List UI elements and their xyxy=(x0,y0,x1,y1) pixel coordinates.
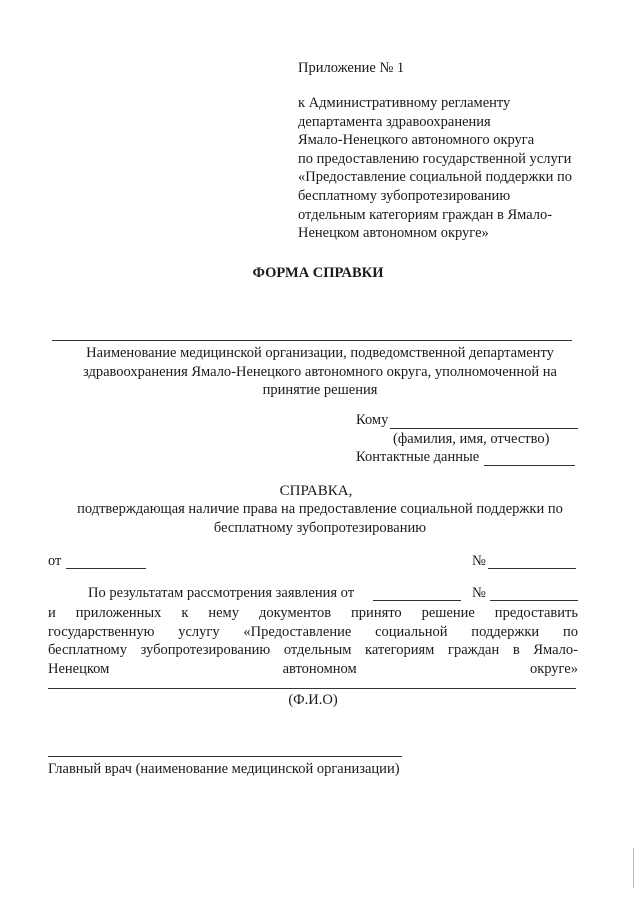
org-caption-line: здравоохранения Ямало-Ненецкого автономного округа, уполномоченной на xyxy=(83,363,557,380)
date-from-label: от xyxy=(48,553,62,569)
annex-line: департамента здравоохранения xyxy=(298,113,491,130)
doc-number-line xyxy=(488,568,576,569)
org-caption-line: Наименование медицинской организации, подведомственной департаменту xyxy=(86,345,554,361)
body-line: Ненецком автономном округе» xyxy=(48,660,578,677)
body-line: государственную услугу «Предоставление социальной поддержки по xyxy=(48,623,578,640)
doc-number-label: № xyxy=(472,553,486,569)
org-caption xyxy=(40,344,600,400)
recipient-to-label: Кому xyxy=(356,412,389,428)
form-title: ФОРМА СПРАВКИ xyxy=(252,265,384,281)
fio-line xyxy=(48,688,576,689)
annex-regulation-reference xyxy=(298,94,572,243)
certificate-subtitle-line: подтверждающая наличие права на предоставление социальной поддержки по xyxy=(77,501,563,517)
certificate-subtitle xyxy=(40,500,600,537)
recipient-name-line xyxy=(390,428,578,429)
annex-line: «Предоставление социальной поддержки по xyxy=(298,169,572,186)
signature-line xyxy=(48,756,402,757)
application-number-label: № xyxy=(472,585,486,601)
body-intro: По результатам рассмотрения заявления от xyxy=(88,585,355,601)
body-paragraph xyxy=(48,604,578,678)
scan-edge-mark xyxy=(633,848,634,888)
body-line: и приложенных к нему документов принято решение предоставить xyxy=(48,605,578,621)
recipient-name-hint: (фамилия, имя, отчество) xyxy=(393,431,550,447)
org-name-line xyxy=(52,340,572,341)
certificate-subtitle-line: бесплатному зубопротезированию xyxy=(213,519,427,536)
application-date-line xyxy=(373,600,461,601)
application-number-line xyxy=(490,600,578,601)
org-caption-line: принятие решения xyxy=(262,382,378,399)
annex-line: бесплатному зубопротезированию xyxy=(298,187,511,204)
annex-line: Ненецком автономном округе» xyxy=(298,225,489,242)
annex-line: отдельным категориям граждан в Ямало- xyxy=(298,206,553,223)
recipient-contacts-label: Контактные данные xyxy=(356,449,480,465)
fio-caption: (Ф.И.О) xyxy=(288,692,338,708)
annex-line: Ямало-Ненецкого автономного округа xyxy=(298,132,535,149)
certificate-title: СПРАВКА, xyxy=(279,483,353,499)
recipient-contacts-line xyxy=(484,465,575,466)
body-line: бесплатному зубопротезированию отдельным категориям граждан в Ямало- xyxy=(48,642,578,659)
annex-line: к Административному регламенту xyxy=(298,95,511,111)
signature-caption: Главный врач (наименование медицинской организации) xyxy=(48,761,400,777)
annex-number: Приложение № 1 xyxy=(298,60,405,76)
annex-line: по предоставлению государственной услуги xyxy=(298,150,572,167)
date-line xyxy=(66,568,146,569)
